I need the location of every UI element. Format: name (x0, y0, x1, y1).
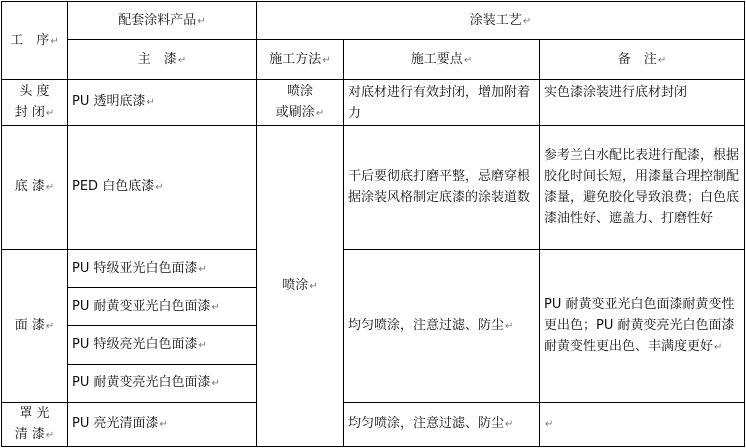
product-primer: PED 白色底漆↵ (68, 125, 257, 250)
points-sealer: 对底材进行有效封闭，增加附着力 (344, 80, 540, 125)
method-spray: 喷涂↵ (257, 125, 344, 446)
notes-topcoat: PU 耐黄变亚光白色面漆耐黄变性更出色；PU 耐黄变亮光白色面漆耐黄变性更出色、丰满度更好↵ (540, 250, 745, 403)
header-craft-group: 涂装工艺↵ (257, 2, 745, 40)
process-sealer: 头 度 封 闭↵ (2, 80, 68, 125)
paint-process-table (1, 1, 745, 447)
notes-clear: ↵ (540, 402, 745, 446)
header-points: 施工要点↵ (344, 40, 540, 80)
product-topcoat-4: PU 耐黄变亮光白色面漆↵ (68, 364, 257, 402)
product-topcoat-2: PU 耐黄变亚光白色面漆↵ (68, 288, 257, 326)
points-topcoat: 均匀喷涂，注意过滤、防尘↵ (344, 250, 540, 403)
header-primary: 主 漆↵ (68, 40, 257, 80)
header-notes: 备 注↵ (540, 40, 745, 80)
process-clear: 罩 光 清 漆↵ (2, 402, 68, 446)
method-sealer: 喷涂 或刷涂↵ (257, 80, 344, 125)
process-topcoat: 面 漆↵ (2, 250, 68, 403)
header-method: 施工方法↵ (257, 40, 344, 80)
header-process: 工 序↵ (2, 2, 68, 80)
points-clear: 均匀喷涂，注意过滤、防尘↵ (344, 402, 540, 446)
points-primer: 干后要彻底打磨平整，忌磨穿根据涂装风格制定底漆的涂装道数 (344, 125, 540, 250)
header-product-group: 配套涂料产品↵ (68, 2, 257, 40)
process-primer: 底 漆↵ (2, 125, 68, 250)
product-sealer: PU 透明底漆↵ (68, 80, 257, 125)
notes-sealer: 实色漆涂装进行底材封闭 (540, 80, 745, 125)
product-clear: PU 亮光清面漆↵ (68, 402, 257, 446)
product-topcoat-3: PU 特级亮光白色面漆↵ (68, 326, 257, 364)
notes-primer: 参考兰白水配比表进行配漆，根据胶化时间长短，用漆量合理控制配漆量，避免胶化导致浪费；白色底漆油性好、遮盖力、打磨性好 (540, 125, 745, 250)
product-topcoat-1: PU 特级亚光白色面漆↵ (68, 250, 257, 288)
